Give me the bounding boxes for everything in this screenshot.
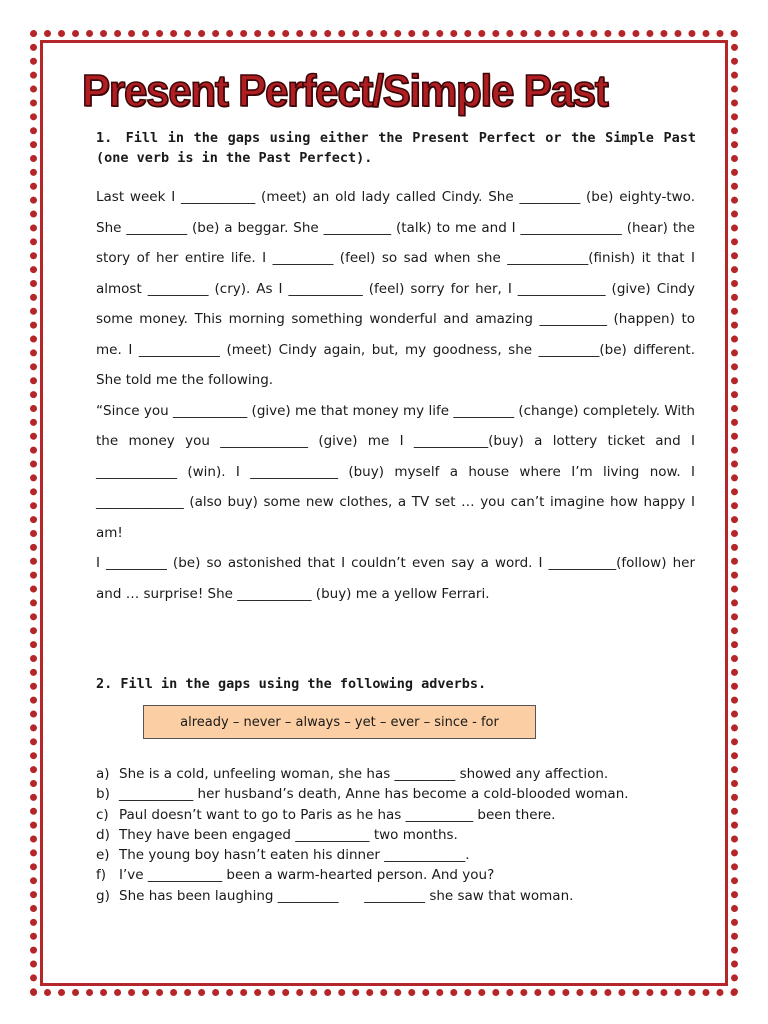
adverb-list: already – never – always – yet – ever – since - for <box>180 714 499 730</box>
item-letter: b) <box>96 786 110 803</box>
item-letter: d) <box>96 826 110 843</box>
story-paragraph: “Since you ___________ (give) me that money my life _________ (change) completely. With the money you _____________ (give) me I ___________(buy) a lottery ticket and I ____________ (win). I _____________ (buy) myself a house where I’m living now. I _____________ (also buy) some new clothes, a TV set … you can’t imagine how happy I am! <box>96 402 695 541</box>
item-text: Paul doesn’t want to go to Paris as he has __________ been there. <box>119 806 556 823</box>
list-item <box>96 805 696 825</box>
list-item <box>96 845 696 865</box>
list-item <box>96 865 696 885</box>
list-item <box>96 825 696 845</box>
item-text: The young boy hasn’t eaten his dinner ____________. <box>119 847 470 864</box>
list-item <box>96 784 696 804</box>
adverb-word-box <box>143 705 536 739</box>
story-paragraph: I _________ (be) so astonished that I couldn’t even say a word. I __________(follow) her and … surprise! She ___________ (buy) me a yellow Ferrari. <box>96 555 695 602</box>
section1-instruction-text: Fill in the gaps using either the Present Perfect or the Simple Past (one verb is in the Past Perfect). <box>96 130 696 166</box>
section1-instruction <box>96 128 696 168</box>
section1-number: 1. <box>96 130 113 146</box>
item-text: They have been engaged ___________ two months. <box>119 826 458 843</box>
item-text: ___________ her husband’s death, Anne has become a cold-blooded woman. <box>119 786 629 803</box>
section2-instruction-text: Fill in the gaps using the following adverbs. <box>120 676 487 692</box>
item-letter: g) <box>96 887 110 904</box>
section2-number: 2. <box>96 676 113 692</box>
item-text: I’ve ___________ been a warm-hearted person. And you? <box>119 867 495 884</box>
item-letter: c) <box>96 806 109 823</box>
item-letter: a) <box>96 766 110 782</box>
exercise-list <box>96 764 696 906</box>
story-paragraph: Last week I ___________ (meet) an old lady called Cindy. She _________ (be) eighty-two. She _________ (be) a beggar. She __________ (talk) to me and I _______________ (hear) the story of her entire life. I _________ (feel) so sad when she ____________(finish) it that I almost _________ (cry). As I ___________ (feel) sorry for her, I _____________ (give) Cindy some money. This morning something wonderful and amazing __________ (happen) to me. I ____________ (meet) Cindy again, but, my goodness, she _________(be) different. She told me the following. <box>96 189 695 388</box>
worksheet-title: Present Perfect/Simple Past <box>82 66 608 116</box>
list-item <box>96 886 696 906</box>
section2-instruction <box>96 674 696 694</box>
item-letter: f) <box>96 867 107 884</box>
item-letter: e) <box>96 847 110 864</box>
item-text: She is a cold, unfeeling woman, she has _________ showed any affection. <box>119 766 609 782</box>
story-text <box>96 182 695 609</box>
list-item <box>96 764 696 784</box>
item-text: She has been laughing _________ _________ she saw that woman. <box>119 887 574 904</box>
